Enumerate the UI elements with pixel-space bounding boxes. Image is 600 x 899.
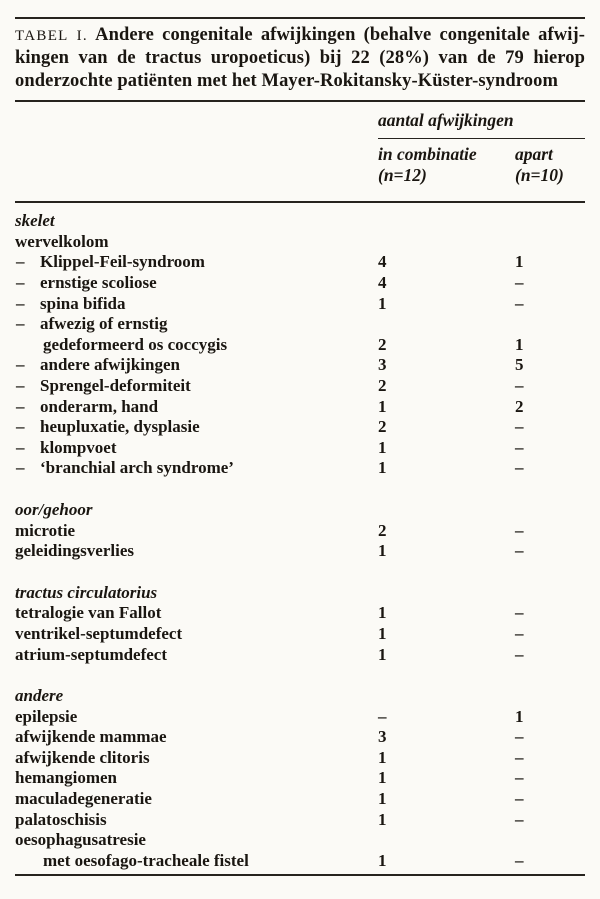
tabel-number-label: TABEL I. bbox=[15, 28, 88, 44]
title-line-3: onderzochte patiënten met het Mayer-Rokitansky-Küster-syndroom bbox=[15, 70, 558, 91]
table-row bbox=[15, 314, 585, 335]
cell-apart: – bbox=[515, 273, 524, 292]
table-row bbox=[15, 232, 585, 253]
row-label: palatoschisis bbox=[15, 809, 107, 829]
column-header-in-combinatie bbox=[378, 144, 477, 186]
cell-in-combinatie: 1 bbox=[378, 437, 387, 457]
cell-in-combinatie: 3 bbox=[378, 355, 387, 375]
cell-apart: 5 bbox=[515, 355, 524, 375]
column-group-rule bbox=[378, 138, 585, 139]
table-row bbox=[15, 748, 585, 769]
table-row bbox=[15, 521, 585, 542]
cell-apart: 1 bbox=[515, 334, 524, 354]
table-row bbox=[15, 397, 585, 418]
cell-in-combinatie: 2 bbox=[378, 520, 387, 540]
table-section bbox=[15, 500, 585, 562]
cell-apart: – bbox=[515, 541, 524, 561]
table-column-header bbox=[15, 102, 585, 203]
row-label: atrium-septumdefect bbox=[15, 644, 168, 664]
row-dash-marker: – bbox=[16, 375, 25, 395]
cell-apart: 2 bbox=[515, 396, 524, 416]
row-label: spina bifida bbox=[40, 293, 126, 313]
column-header-in-combinatie-line-2: (n=12) bbox=[378, 165, 427, 186]
row-label: heupluxatie, dysplasie bbox=[40, 417, 200, 437]
cell-in-combinatie: 2 bbox=[378, 417, 387, 437]
row-dash-marker: – bbox=[16, 273, 25, 292]
row-label: gedeformeerd os coccygis bbox=[43, 334, 228, 354]
title-line-1 bbox=[15, 24, 585, 47]
table-row bbox=[15, 830, 585, 851]
table-row bbox=[15, 645, 585, 666]
cell-apart: – bbox=[515, 458, 524, 478]
table-row bbox=[15, 294, 585, 315]
row-label: Sprengel-deformiteit bbox=[40, 375, 191, 395]
cell-in-combinatie: 1 bbox=[378, 458, 387, 478]
row-label: onderarm, hand bbox=[40, 396, 159, 416]
cell-in-combinatie: 2 bbox=[378, 375, 387, 395]
cell-in-combinatie: 4 bbox=[378, 273, 387, 292]
row-dash-marker: – bbox=[16, 355, 25, 375]
cell-apart: – bbox=[515, 850, 524, 870]
section-heading: skelet bbox=[15, 211, 55, 231]
cell-apart: – bbox=[515, 520, 524, 540]
row-label: maculadegeneratie bbox=[15, 789, 152, 809]
table-row bbox=[15, 335, 585, 356]
table-row bbox=[15, 438, 585, 459]
table-row bbox=[15, 417, 585, 438]
column-header-apart bbox=[515, 144, 564, 186]
table-bottom-rule bbox=[15, 874, 585, 876]
table-title bbox=[15, 24, 585, 92]
table-row bbox=[15, 789, 585, 810]
row-label: tetralogie van Fallot bbox=[15, 603, 162, 623]
table-row bbox=[15, 541, 585, 562]
row-label: microtie bbox=[15, 520, 76, 540]
column-group-label: aantal afwijkingen bbox=[378, 110, 514, 131]
table-row bbox=[15, 603, 585, 624]
cell-in-combinatie: 1 bbox=[378, 809, 387, 829]
title-text-line-1: Andere congenitale afwijkingen (behalve congenitale afwij- bbox=[95, 25, 585, 45]
cell-apart: – bbox=[515, 768, 524, 788]
table-row bbox=[15, 851, 585, 872]
row-label: ventrikel-septumdefect bbox=[15, 623, 183, 643]
cell-apart: 1 bbox=[515, 252, 524, 272]
table-row bbox=[15, 458, 585, 479]
row-dash-marker: – bbox=[16, 396, 25, 416]
cell-in-combinatie: 1 bbox=[378, 541, 387, 561]
section-heading: tractus circulatorius bbox=[15, 582, 158, 602]
table-row bbox=[15, 355, 585, 376]
table-row bbox=[15, 707, 585, 728]
section-heading: andere bbox=[15, 686, 64, 706]
cell-apart: – bbox=[515, 437, 524, 457]
row-label: ernstige scoliose bbox=[40, 273, 157, 292]
cell-apart: – bbox=[515, 293, 524, 313]
cell-apart: – bbox=[515, 603, 524, 623]
row-dash-marker: – bbox=[16, 458, 25, 478]
table-row bbox=[15, 376, 585, 397]
cell-in-combinatie: 1 bbox=[378, 644, 387, 664]
table-row bbox=[15, 252, 585, 273]
cell-in-combinatie: 1 bbox=[378, 850, 387, 870]
cell-apart: – bbox=[515, 727, 524, 747]
table-row bbox=[15, 768, 585, 789]
cell-apart: – bbox=[515, 375, 524, 395]
row-dash-marker: – bbox=[16, 417, 25, 437]
cell-in-combinatie: 1 bbox=[378, 293, 387, 313]
table-section bbox=[15, 211, 585, 479]
row-label: klompvoet bbox=[40, 437, 117, 457]
cell-in-combinatie: 3 bbox=[378, 727, 387, 747]
cell-in-combinatie: – bbox=[378, 706, 387, 726]
table-row bbox=[15, 273, 585, 294]
row-dash-marker: – bbox=[16, 252, 25, 272]
header-bottom-rule bbox=[15, 201, 585, 203]
cell-apart: – bbox=[515, 644, 524, 664]
row-label: wervelkolom bbox=[15, 231, 109, 251]
row-label: afwijkende mammae bbox=[15, 727, 167, 747]
row-label: andere afwijkingen bbox=[40, 355, 180, 375]
table-section bbox=[15, 583, 585, 665]
row-dash-marker: – bbox=[16, 314, 25, 334]
column-header-apart-line-1: apart bbox=[515, 144, 553, 165]
cell-in-combinatie: 1 bbox=[378, 603, 387, 623]
table-section bbox=[15, 686, 585, 871]
section-heading: oor/gehoor bbox=[15, 499, 93, 519]
cell-in-combinatie: 1 bbox=[378, 768, 387, 788]
column-header-in-combinatie-line-1: in combinatie bbox=[378, 144, 477, 165]
row-label: hemangiomen bbox=[15, 768, 117, 788]
table-row bbox=[15, 727, 585, 748]
cell-apart: – bbox=[515, 417, 524, 437]
cell-apart: 1 bbox=[515, 706, 524, 726]
cell-in-combinatie: 1 bbox=[378, 747, 387, 767]
table-body bbox=[15, 211, 585, 871]
row-label: met oesofago-tracheale fistel bbox=[43, 850, 249, 870]
cell-apart: – bbox=[515, 623, 524, 643]
row-label: Klippel-Feil-syndroom bbox=[40, 252, 205, 272]
cell-in-combinatie: 4 bbox=[378, 252, 387, 272]
cell-in-combinatie: 1 bbox=[378, 396, 387, 416]
cell-in-combinatie: 1 bbox=[378, 623, 387, 643]
title-line-2: kingen van de tractus uropoeticus) bij 22 (28%) van de 79 hierop bbox=[15, 48, 585, 69]
row-label: afwezig of ernstig bbox=[40, 314, 168, 334]
row-label: geleidingsverlies bbox=[15, 541, 134, 561]
row-label: afwijkende clitoris bbox=[15, 747, 150, 767]
table-top-rule bbox=[15, 17, 585, 19]
row-label: ‘branchial arch syndrome’ bbox=[40, 458, 234, 478]
cell-apart: – bbox=[515, 809, 524, 829]
cell-apart: – bbox=[515, 747, 524, 767]
row-label: oesophagusatresie bbox=[15, 830, 146, 850]
row-label: epilepsie bbox=[15, 706, 78, 726]
table-row bbox=[15, 624, 585, 645]
cell-in-combinatie: 1 bbox=[378, 789, 387, 809]
row-dash-marker: – bbox=[16, 293, 25, 313]
cell-in-combinatie: 2 bbox=[378, 334, 387, 354]
cell-apart: – bbox=[515, 789, 524, 809]
table-row bbox=[15, 810, 585, 831]
column-header-apart-line-2: (n=10) bbox=[515, 165, 564, 186]
row-dash-marker: – bbox=[16, 437, 25, 457]
